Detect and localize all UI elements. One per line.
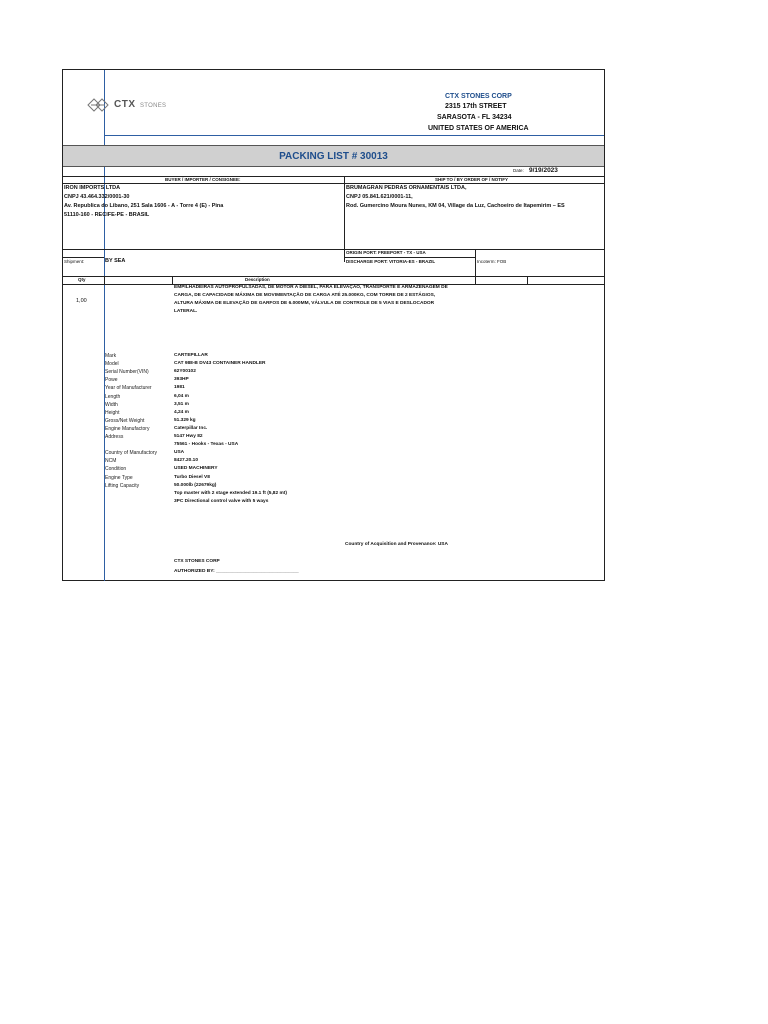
desc-left-divider xyxy=(172,276,173,284)
spec-label: Powe xyxy=(105,377,118,384)
spec-value: 3,51 m xyxy=(174,401,189,407)
spec-label: Condition xyxy=(105,466,127,473)
qty-divider xyxy=(104,276,105,284)
spec-value: 62Y00102 xyxy=(174,369,196,375)
spec-label: Address xyxy=(105,434,124,440)
spec-value: 5147 Hwy 82 xyxy=(174,434,203,439)
date-label: Date: xyxy=(513,168,524,173)
ship-line: Rod. Gumercino Moura Nunes, KM 04, Village da Luz, Cachoeiro de Itapemirim – ES xyxy=(346,203,565,209)
spec-label: Serial Number(VIN) xyxy=(105,369,149,376)
company-street: 2315 17th STREET xyxy=(445,103,507,110)
company-city: SARASOTA - FL 34234 xyxy=(437,114,512,121)
spec-value: CAT 988-B DV43 CONTAINER HANDLER xyxy=(174,361,266,367)
spec-label: Height xyxy=(105,409,120,416)
logo-subtext: STONES xyxy=(140,103,167,109)
qty-value: 1,00 xyxy=(76,298,87,304)
spec-label: Engine Manufactory xyxy=(105,425,150,432)
spec-label: Length xyxy=(105,393,121,400)
col-divider xyxy=(527,276,528,284)
spec-value: Turbo Diesel V8 xyxy=(174,474,210,480)
spec-label: Engine Type xyxy=(105,474,133,481)
origin-port: ORIGIN PORT: FREEPORT - TX - USA xyxy=(346,250,426,255)
spec-label: Year of Manufacturer xyxy=(105,385,152,392)
incoterm-divider xyxy=(475,249,476,278)
buyer-line: Av. Republica do Libano, 251 Sala 1606 - A - Torre 4 (E) - Pina xyxy=(64,203,224,209)
spec-label: Mark xyxy=(105,353,117,359)
company-country: UNITED STATES OF AMERICA xyxy=(428,125,529,132)
description-line: CARGA, DE CAPACIDADE MÁXIMA DE MOVIMENTAÇÃO DE CARGA ATÉ 25.000KG, COM TORRE DE 2 ESTÁGIOS, xyxy=(174,293,436,298)
col-qty-header: Qty xyxy=(78,277,86,282)
logo-mark-icon xyxy=(87,98,113,112)
spec-value: 3PC Directional control valve with 5 ways xyxy=(174,498,269,504)
description-line: EMPILHADEIRAS AUTOPROPULSADAS, DE MOTOR A DIESEL, PARA ELEVAÇÃO, TRANSPORTE E ARMAZENAGEM DE xyxy=(174,285,448,290)
spec-value: 51.329 kg xyxy=(174,417,196,423)
spec-label: Model xyxy=(105,361,119,368)
logo-text: CTX xyxy=(114,99,136,110)
shipment-top-line xyxy=(63,249,604,250)
date-row-line xyxy=(63,176,604,177)
packing-list-sheet xyxy=(62,69,605,581)
shipment-label: Shipment: xyxy=(64,259,85,264)
spec-value: CARTEPILLAR xyxy=(174,353,208,358)
spec-label: Country of Manufactory xyxy=(105,450,157,457)
company-name: CTX STONES CORP xyxy=(445,93,512,100)
spec-value: 8427.20.10 xyxy=(174,458,199,464)
spec-label: Width xyxy=(105,401,118,408)
spec-value: 1981 xyxy=(174,385,185,391)
ports-mid-line xyxy=(344,257,476,258)
authorized-by: AUTHORIZED BY: _______________________________ xyxy=(174,569,299,574)
spec-value: 393HP xyxy=(174,377,189,383)
header-guide-line xyxy=(104,135,604,136)
spec-label: Gross/Net Weight xyxy=(105,417,145,424)
incoterm: Incoterm: FOB xyxy=(477,259,507,264)
spec-value: Top master with 2 stage extended 19.1 ft (5,82 mt) xyxy=(174,490,287,496)
spec-value: USA xyxy=(174,450,185,456)
title-bar xyxy=(63,145,604,167)
discharge-port: DISCHARGE PORT: VITORIA-ES - BRAZIL xyxy=(346,259,436,264)
shipment-value: BY SEA xyxy=(105,258,126,264)
ship-line: CNPJ 05.841.621/0001-11, xyxy=(346,194,413,200)
spec-value: USED MACHINERY xyxy=(174,466,218,472)
spec-value: 75561 - Hooks - Texas - USA xyxy=(174,442,239,448)
spec-value: Caterpillar Inc. xyxy=(174,425,208,431)
buyer-line: 51110-160 - RECIFE-PE - BRASIL xyxy=(64,212,150,218)
buyer-header: BUYER / IMPORTER / CONSIGNEE: xyxy=(165,177,241,182)
buyer-line: CNPJ 43.464.332/0001-30 xyxy=(64,194,130,200)
ship-header: SHIP TO / BY ORDER OF / NOTIFY xyxy=(435,177,509,182)
table-top-line xyxy=(63,276,604,277)
spec-value: 6,04 m xyxy=(174,393,189,399)
ship-line: BRUMAGRAN PEDRAS ORNAMENTAIS LTDA, xyxy=(346,185,467,191)
buyer-line: IRON IMPORTS LTDA xyxy=(64,185,121,191)
party-header-line xyxy=(63,183,604,184)
sign-company: CTX STONES CORP xyxy=(174,559,220,564)
description-line: LATERAL. xyxy=(174,309,198,314)
description-line: ALTURA MÁXIMA DE ELEVAÇÃO DE GARFOS DE 6.000MM, VÁLVULA DE CONTROLE DE 5 VIAS E DESLOCADOR xyxy=(174,301,435,306)
desc-right-divider xyxy=(475,276,476,284)
spec-value: 50.000lb (22679kg) xyxy=(174,482,217,488)
spec-value: 4,24 m xyxy=(174,409,189,415)
date-value: 9/19/2023 xyxy=(529,167,558,174)
shipment-label-line xyxy=(63,257,104,258)
col-description-header: Description xyxy=(245,277,270,282)
spec-label: Lifting Capacity xyxy=(105,482,140,489)
provenance: Country of Acquisition and Provenance: USA xyxy=(345,542,448,547)
page-title: PACKING LIST # 30013 xyxy=(279,151,388,162)
spec-label: NCM xyxy=(105,458,117,465)
